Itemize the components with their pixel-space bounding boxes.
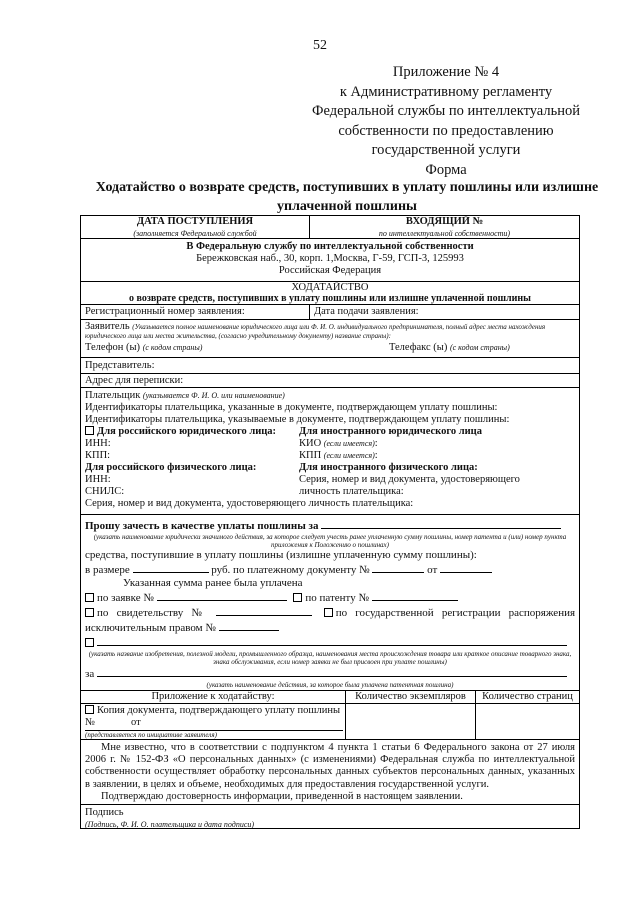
payment-copy-checkbox[interactable] [85,705,94,714]
attachments-header [81,691,579,704]
phone-hint: (с кодом страны) [142,343,203,352]
payment-date-field[interactable] [440,562,492,573]
other-hint: (указать название изобретения, полезной модели, промышленного образца, наименования места происхождения товара или краткое описание товарного знака, знака обслуживания, если номер заявки не был присвоен при уплате пошлины) [88,650,572,666]
other-description-field[interactable] [97,635,567,646]
petition-subheading: о возврате средств, поступивших в уплату пошлины или излишне уплаченной пошлины [81,293,579,305]
amount-field[interactable] [133,562,209,573]
for-label: за [85,668,95,680]
appendix-line: к Административному регламенту [339,83,553,100]
request-action-field[interactable] [321,518,561,529]
registration-row [81,305,579,320]
previously-paid-label: Указанная сумма ранее была уплачена [123,577,303,589]
appendix-line: Федеральной службы по интеллектуальной [312,103,580,119]
other-checkbox[interactable] [85,638,94,647]
payment-copy-number-label: № [85,717,96,728]
attachment-label: Приложение к ходатайству: [151,691,275,702]
addressee-section [81,239,579,282]
pages-count-cell[interactable] [476,704,579,740]
kpp-foreign-label: КПП [299,450,322,461]
petition-form [80,215,580,829]
ru-legal-checkbox[interactable] [85,426,94,435]
request-title: Прошу зачесть в качестве уплаты пошлины за [85,520,319,532]
registration-checkbox[interactable] [324,608,333,617]
copies-column-label: Количество экземпляров [355,691,466,702]
by-application-label: по заявке № [97,592,154,604]
fax-hint: (с кодом страны) [449,343,510,352]
submission-date-label: Дата подачи заявления: [314,306,419,317]
request-section [81,515,579,691]
ru-person-label: Для российского физического лица: [85,462,257,473]
consent-text: Мне известно, что в соответствии с подпунктом 4 пункта 1 статьи 6 Федерального закона от 27 июля 2006 г. № 152-ФЗ «О персональных данных» (с изменениями) Федеральная служба по интеллектуальной собственности осуществляет обработку персональных данных субъектов персональных данных, указанных в заявлении, в целях и объеме, необходимых для предоставления государственной услуги. [85,742,575,790]
by-certificate-label: по свидетельству № [97,607,208,619]
state-registration-label: по государственной регистрации распоряжения исключительным правом № [85,607,576,634]
payment-copy-hint: (представляется по инициативе заявителя) [85,730,343,739]
copies-count-cell[interactable] [346,704,475,740]
funds-line: средства, поступившие в уплату пошлины (излишне уплаченную сумму пошлины): [85,549,477,561]
appendix-line: Форма [425,161,467,178]
payer-section: Плательщик (указывается Ф. И. О. или наименование) Идентификаторы плательщика, указанные в документе, подтверждающем уплату пошлины: Идентификаторы плательщика, указываемые в документе, подтверждающем уплату пошлины: Для российского юридического лица: ИНН: КПП: Для российского физического лица: ИНН: СНИЛС: Для иностранного юридического лица КИО (если имеется): КПП (если имеется): Для иностранного физического лица: Серия, номер и вид документа, удостоверяющего личность плательщика: Серия, номер и вид документа, удостоверяющего личность плательщика: [81,388,579,515]
application-checkbox[interactable] [85,593,94,602]
incoming-number-hint: по интеллектуальной собственности) [378,229,511,238]
fax-label: Телефакс (ы) [389,342,448,353]
document-title: Ходатайство о возврате средств, поступивших в уплату пошлины или излишне уплаченной пошлины [95,180,599,214]
appendix-line: государственной услуги [371,142,521,158]
addressee-address: Бережковская наб., 30, корп. 1,Москва, Г-59, ГСП-3, 125993 [196,253,464,264]
phone-label: Телефон (ы) [85,342,141,353]
payment-copy-label: Копия документа, подтверждающего уплату пошлины [97,705,341,716]
amount-middle: руб. по платежному документу № [211,564,370,576]
applicant-hint: (Указывается полное наименование юридического лица или Ф. И. О. индивидуального предпринимателя, полный адрес места нахождения юридического лица или места жительства, (согласно учредительному документу) название страны): [85,323,546,340]
signature-label: Подпись [85,807,124,818]
paid-action-field[interactable] [97,666,567,677]
date-received-label: ДАТА ПОСТУПЛЕНИЯ [136,216,254,227]
representative-row: Представитель: [81,358,579,374]
page-number: 52 [313,38,327,53]
addressee-title: В Федеральную службу по интеллектуальной собственности [186,241,474,252]
for-hint: (указать наименование действия, за которое была уплачена патентная пошлина) [206,681,454,689]
application-number-field[interactable] [157,590,287,601]
payment-doc-number-field[interactable] [372,562,424,573]
payment-copy-from-label: от [131,717,141,728]
kpp-foreign-hint: (если имеется) [323,451,375,460]
confirm-text: Подтверждаю достоверность информации, приведенной в настоящем заявлении. [101,790,463,802]
appendix-line: собственности по предоставлению [338,122,554,139]
petition-heading: ХОДАТАЙСТВО [291,282,369,293]
addressee-country: Российская Федерация [278,265,382,276]
foreign-legal-label: Для иностранного юридического лица [299,426,482,437]
amount-from: от [427,564,438,576]
inn-label: ИНН: [85,438,111,449]
reg-number-label: Регистрационный номер заявления: [85,306,245,317]
by-patent-label: по патенту № [305,592,369,604]
snils-label: СНИЛС: [85,486,125,497]
certificate-checkbox[interactable] [85,608,94,617]
certificate-number-field[interactable] [216,605,312,616]
request-hint: (указать наименование юридически значимого действия, за которое следует учесть ранее уплаченную сумму пошлины, номер патента и (или) номер пункта приложения к Положению о пошлинах) [93,533,567,549]
patent-number-field[interactable] [372,590,458,601]
patent-checkbox[interactable] [293,593,302,602]
incoming-number-label: ВХОДЯЩИЙ № [405,216,484,227]
date-received-hint: (заполняется Федеральной службой [133,229,257,238]
applicant-section [81,320,579,358]
amount-prefix: в размере [85,564,130,576]
kio-hint: (если имеется) [323,439,375,448]
ru-legal-label: Для российского юридического лица: [97,426,277,437]
foreign-doc-line1: Серия, номер и вид документа, удостоверяющего [299,474,520,485]
appendix-header [296,63,596,180]
attachments-row [81,704,579,740]
kio-label: КИО [299,438,322,449]
payer-ids-to-pay: Идентификаторы плательщика, указываемые в документе, подтверждающем уплату пошлины: [85,414,510,425]
payer-hint: (указывается Ф. И. О. или наименование) [142,391,285,400]
applicant-label: Заявитель [85,321,130,332]
consent-section [81,740,579,805]
registration-number-field[interactable] [219,620,279,631]
signature-section [81,805,579,829]
appendix-line: Приложение № 4 [392,64,500,80]
foreign-person-label: Для иностранного физического лица: [299,462,478,473]
inn-person-label: ИНН: [85,474,111,485]
correspondence-row: Адрес для переписки: [81,374,579,388]
payer-ids-paid: Идентификаторы плательщика, указанные в документе, подтверждающем уплату пошлины: [85,402,498,413]
payer-label: Плательщик [85,390,141,401]
kpp-label: КПП: [85,450,111,461]
foreign-doc-line2: личность плательщика: [299,486,404,497]
signature-hint: (Подпись, Ф. И. О. плательщика и дата подписи) [85,820,255,829]
pages-column-label: Количество страниц [482,691,573,702]
ru-doc-label: Серия, номер и вид документа, удостоверяющего личность плательщика: [85,498,414,509]
receipt-section [81,216,579,239]
